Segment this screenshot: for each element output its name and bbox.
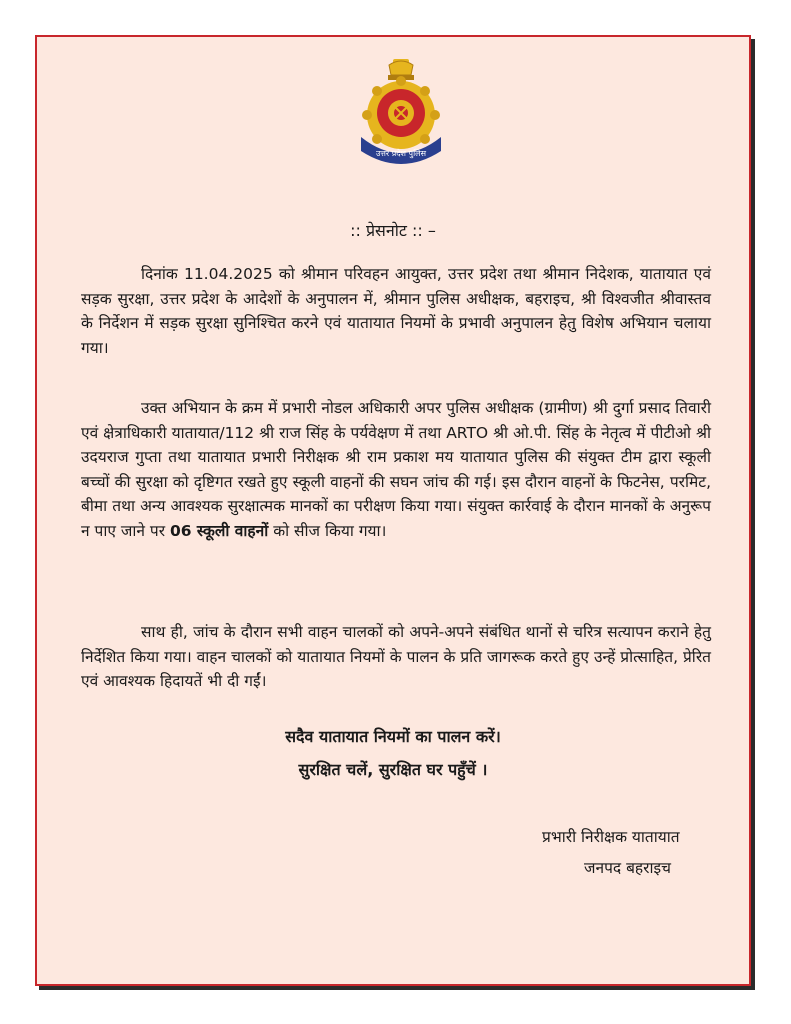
paragraph-2-text-end: को सीज किया गया। bbox=[268, 521, 387, 540]
page-title: :: प्रेसनोट :: – bbox=[350, 221, 436, 240]
paragraph-2 bbox=[81, 396, 711, 543]
press-note-page bbox=[35, 35, 751, 986]
up-police-emblem-icon bbox=[355, 57, 447, 169]
signature-district: जनपद बहराइच bbox=[584, 859, 671, 877]
slogan-follow-rules: सदैव यातायात नियमों का पालन करें। bbox=[285, 727, 501, 746]
paragraph-1: दिनांक 11.04.2025 को श्रीमान परिवहन आयुक्त, उत्तर प्रदेश तथा श्रीमान निदेशक, यातायात एवं सड़क सुरक्षा, उत्तर प्रदेश के आदेशों के अनुपालन में, श्रीमान पुलिस अधीक्षक, बहराइच, श्री विश्वजीत श्रीवास्तव के निर्देशन में सड़क सुरक्षा सुनिश्चित करने एवं यातायात नियमों के प्रभावी अनुपालन हेतु विशेष अभियान चलाया गया। bbox=[81, 265, 711, 357]
paragraph-3: साथ ही, जांच के दौरान सभी वाहन चालकों को अपने-अपने संबंधित थानों से चरित्र सत्यापन कराने हेतु निर्देशित किया गया। वाहन चालकों को यातायात नियमों के पालन के प्रति जागरूक करते हुए उन्हें प्रोत्साहित, प्रेरित एवं आवश्यक हिदायतें भी दी गईं। bbox=[81, 623, 711, 690]
signature-designation: प्रभारी निरीक्षक यातायात bbox=[542, 828, 680, 846]
paragraph-2-text-start: उक्त अभियान के क्रम में प्रभारी नोडल अधिकारी अपर पुलिस अधीक्षक (ग्रामीण) श्री दुर्गा प्रसाद तिवारी एवं क्षेत्राधिकारी यातायात/112 श्री राज सिंह के पर्यवेक्षण में तथा ARTO श्री ओ.पी. सिंह के नेतृत्व में पीटीओ श्री उदयराज गुप्ता तथा यातायात प्रभारी निरीक्षक श्री राम प्रकाश मय यातायात पुलिस की संयुक्त टीम द्वारा स्कूली बच्चों की सुरक्षा को दृष्टिगत रखते हुए स्कूली वाहनों की सघन जांच की गई। इस दौरान वाहनों के फिटनेस, परमिट, बीमा तथा अन्य आवश्यक सुरक्षात्मक मानकों का परीक्षण किया गया। संयुक्त कार्रवाई के दौरान मानकों के अनुरूप न पाए जाने पर bbox=[81, 399, 711, 540]
emblem-text: उत्तर प्रदेश पुलिस bbox=[376, 149, 426, 158]
seized-vehicles-count: 06 स्कूली वाहनों bbox=[169, 521, 269, 540]
slogan-safe-journey: सुरक्षित चलें, सुरक्षित घर पहुँचें । bbox=[298, 760, 488, 779]
